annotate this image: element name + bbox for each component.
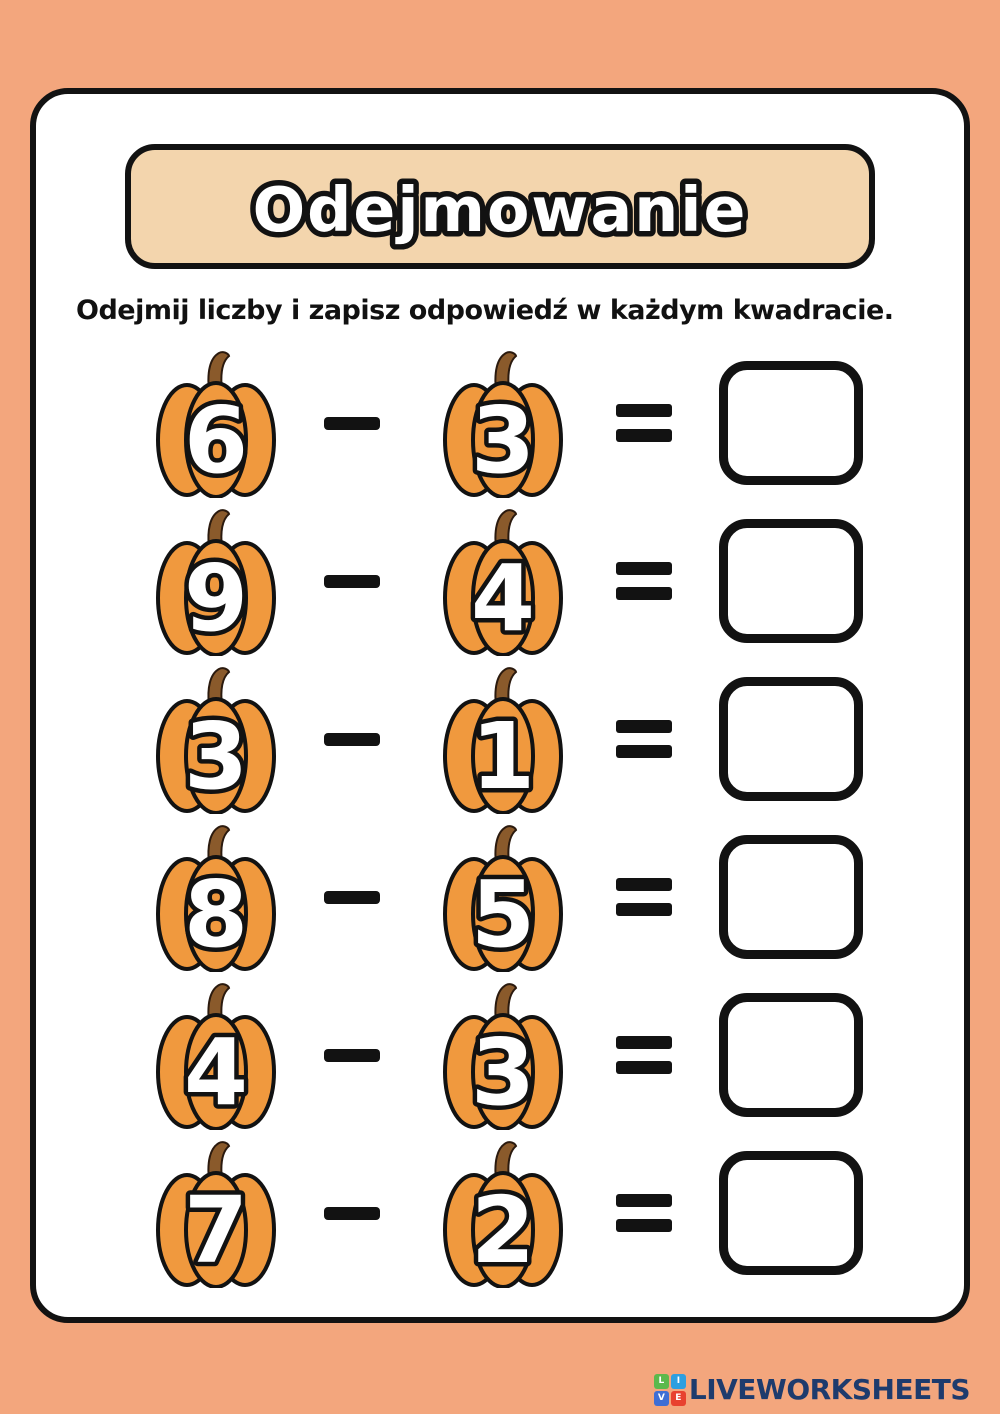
problem-row <box>36 976 964 1134</box>
title-bubble-text <box>131 151 869 263</box>
pumpkin-icon <box>441 664 565 814</box>
problem-row <box>36 660 964 818</box>
answer-box[interactable] <box>719 1151 863 1275</box>
minus-sign <box>324 1049 380 1062</box>
pumpkin-icon <box>154 822 278 972</box>
problem-row <box>36 502 964 660</box>
pumpkin-number: 6 <box>183 387 249 494</box>
pumpkin-icon <box>154 664 278 814</box>
equals-sign <box>616 720 672 758</box>
answer-box[interactable] <box>719 519 863 643</box>
pumpkin-icon <box>154 1138 278 1288</box>
equals-sign <box>616 878 672 916</box>
answer-box[interactable] <box>719 677 863 801</box>
answer-box[interactable] <box>719 835 863 959</box>
liveworksheets-logo-text: LIVEWORKSHEETS <box>688 1373 970 1406</box>
pumpkin-icon <box>441 506 565 656</box>
pumpkin-icon <box>154 348 278 498</box>
pumpkin-icon <box>441 980 565 1130</box>
problem-row <box>36 344 964 502</box>
answer-box[interactable] <box>719 361 863 485</box>
instruction-text: Odejmij liczby i zapisz odpowiedź w każdym kwadracie. <box>76 295 894 326</box>
logo-tile-v: V <box>654 1391 669 1406</box>
footer <box>654 1373 970 1406</box>
pumpkin-icon <box>441 348 565 498</box>
logo-tile-i: I <box>671 1374 686 1389</box>
title-banner <box>125 144 875 269</box>
minus-sign <box>324 575 380 588</box>
pumpkin-icon <box>154 980 278 1130</box>
problems-list <box>36 344 964 1292</box>
minus-sign <box>324 733 380 746</box>
equals-sign <box>616 1036 672 1074</box>
pumpkin-icon <box>441 822 565 972</box>
pumpkin-number: 3 <box>470 387 536 494</box>
pumpkin-icon <box>154 506 278 656</box>
liveworksheets-logo-icon <box>654 1374 686 1406</box>
problem-row <box>36 818 964 976</box>
logo-tile-e: E <box>671 1391 686 1406</box>
pumpkin-number: 4 <box>183 1019 249 1126</box>
page-title: Odejmowanie <box>252 173 748 246</box>
pumpkin-number: 1 <box>470 703 536 810</box>
minus-sign <box>324 891 380 904</box>
minus-sign <box>324 1207 380 1220</box>
pumpkin-icon <box>441 1138 565 1288</box>
answer-box[interactable] <box>719 993 863 1117</box>
pumpkin-number: 5 <box>470 861 536 968</box>
pumpkin-number: 3 <box>183 703 249 810</box>
pumpkin-number: 3 <box>470 1019 536 1126</box>
minus-sign <box>324 417 380 430</box>
pumpkin-number: 8 <box>183 861 249 968</box>
pumpkin-number: 9 <box>183 545 249 652</box>
logo-tile-l: L <box>654 1374 669 1389</box>
pumpkin-number: 4 <box>470 545 536 652</box>
equals-sign <box>616 404 672 442</box>
worksheet-card <box>30 88 970 1323</box>
equals-sign <box>616 562 672 600</box>
problem-row <box>36 1134 964 1292</box>
pumpkin-number: 7 <box>183 1177 249 1284</box>
equals-sign <box>616 1194 672 1232</box>
pumpkin-number: 2 <box>470 1177 536 1284</box>
